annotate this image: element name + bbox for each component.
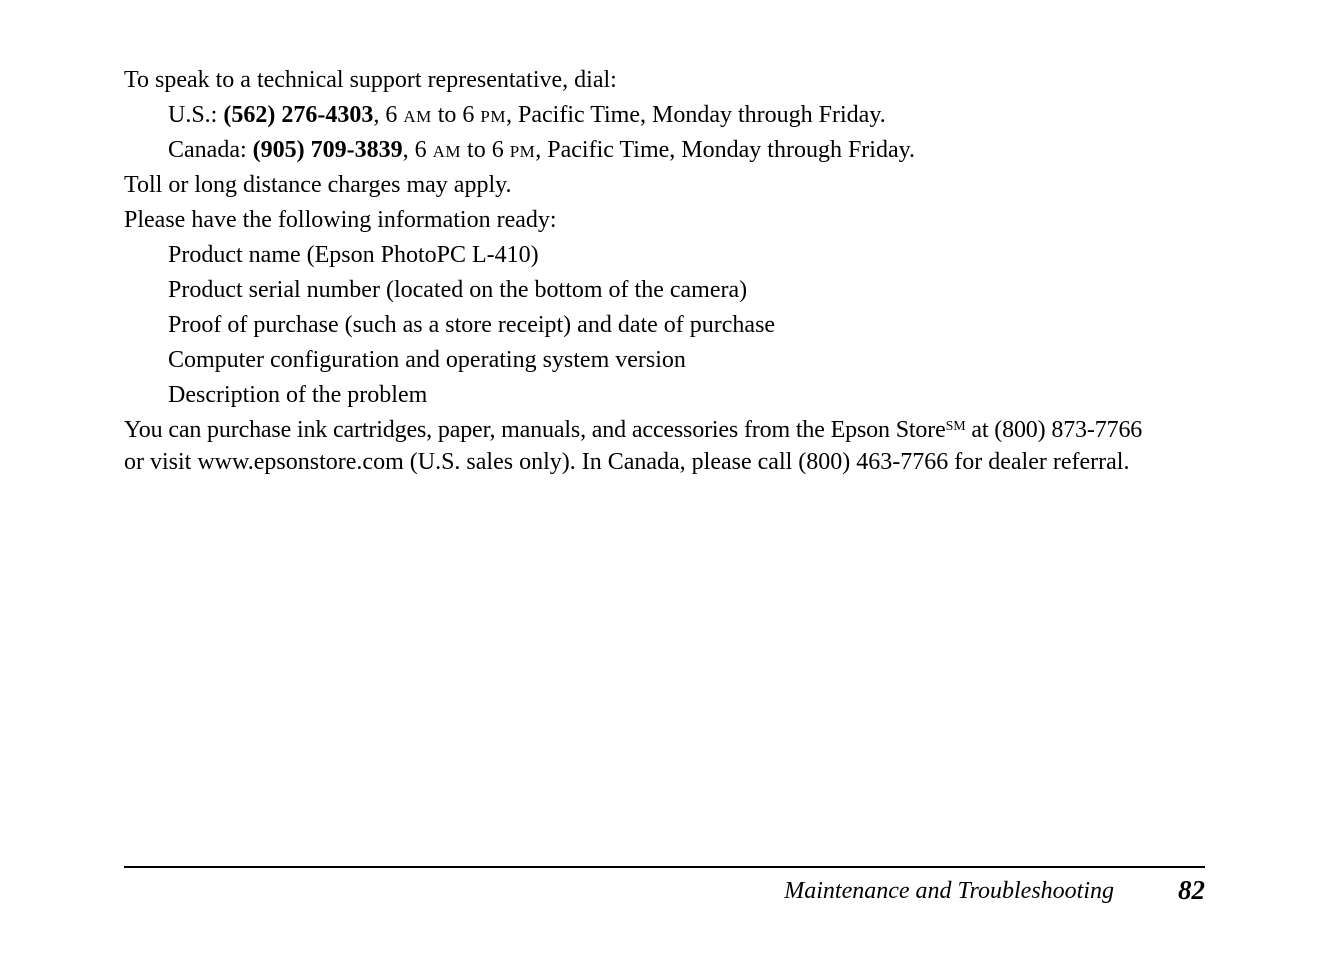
us-phone-line [168, 101, 886, 131]
canada-to: to 6 [461, 137, 510, 163]
footer-section-title: Maintenance and Troubleshooting [784, 878, 1114, 904]
canada-am: AM [432, 142, 462, 161]
canada-pm: PM [509, 142, 536, 161]
info-item-computer-configuration: Computer configuration and operating system version [168, 347, 686, 373]
info-item-problem-description: Description of the problem [168, 382, 428, 408]
info-item-serial-number: Product serial number (located on the bottom of the camera) [168, 277, 748, 303]
canada-phone-number: (905) 709-3839 [252, 137, 403, 163]
footer-divider [124, 866, 1205, 868]
purchase-text-start: You can purchase ink cartridges, paper, manuals, and accessories from the Epson Store [124, 417, 946, 443]
canada-hours-start: , 6 [402, 137, 433, 163]
us-am: AM [403, 107, 432, 126]
info-item-product-name: Product name (Epson PhotoPC L-410) [168, 242, 539, 268]
service-mark: SM [945, 419, 966, 434]
us-phone-number: (562) 276-4303 [223, 102, 374, 128]
purchase-line-1 [124, 416, 1142, 448]
us-hours-rest: , Pacific Time, Monday through Friday. [506, 102, 886, 128]
info-item-proof-of-purchase: Proof of purchase (such as a store receipt) and date of purchase [168, 312, 776, 338]
purchase-line-2: or visit www.epsonstore.com (U.S. sales only). In Canada, please call (800) 463-7766 for dealer referral. [124, 449, 1130, 475]
canada-phone-line [168, 136, 915, 166]
info-intro: Please have the following information ready: [124, 207, 557, 233]
toll-notice: Toll or long distance charges may apply. [124, 172, 512, 198]
canada-hours-rest: , Pacific Time, Monday through Friday. [535, 137, 916, 163]
page-number: 82 [1178, 875, 1205, 905]
us-pm: PM [480, 107, 506, 126]
us-hours-start: , 6 [373, 102, 404, 128]
us-label: U.S.: [168, 102, 224, 128]
support-intro: To speak to a technical support representative, dial: [124, 67, 617, 93]
canada-label: Canada: [168, 137, 253, 163]
purchase-text-end: at (800) 873-7766 [965, 417, 1143, 443]
us-to: to 6 [431, 102, 481, 128]
